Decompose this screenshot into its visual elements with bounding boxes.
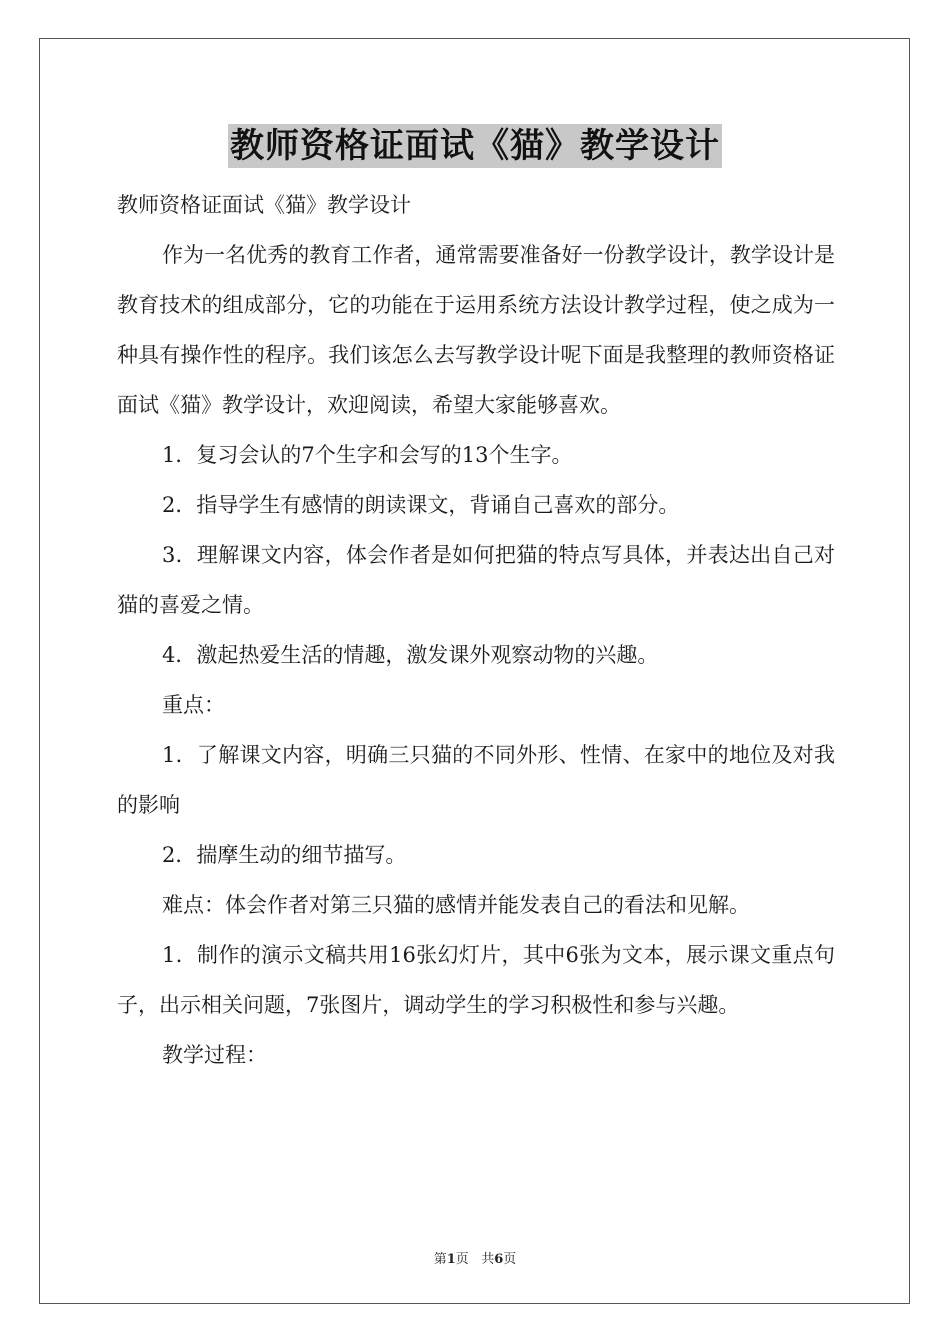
footer-total-suffix: 页 <box>503 1252 517 1267</box>
footer-page-suffix: 页 <box>455 1252 469 1267</box>
footer-page-prefix: 第 <box>433 1252 447 1267</box>
paragraph-difficulty: 难点：体会作者对第三只猫的感情并能发表自己的看法和见解。 <box>162 893 750 917</box>
paragraph-goal-1: 1．复习会认的7个生字和会写的13个生字。 <box>162 443 573 467</box>
paragraph-key-points-heading: 重点： <box>162 693 225 717</box>
paragraph-process-heading: 教学过程： <box>162 1043 267 1067</box>
paragraph-preparation: 1．制作的演示文稿共用16张幻灯片，其中6张为文本，展示课文重点句子，出示相关问题，7张图片，调动学生的学习积极性和参与兴趣。 <box>117 943 835 1017</box>
paragraph-goal-2: 2．指导学生有感情的朗读课文，背诵自己喜欢的部分。 <box>162 493 680 517</box>
paragraph-intro: 作为一名优秀的教育工作者，通常需要准备好一份教学设计，教学设计是教育技术的组成部分，它的功能在于运用系统方法设计教学过程，使之成为一种具有操作性的程序。我们该怎么去写教学设计呢下面是我整理的教师资格证面试《猫》教学设计，欢迎阅读，希望大家能够喜欢。 <box>117 243 835 417</box>
footer-page-number: 1 <box>446 1252 456 1267</box>
paragraph-goal-3: 3．理解课文内容，体会作者是如何把猫的特点写具体，并表达出自己对猫的喜爱之情。 <box>117 543 835 617</box>
page-footer <box>0 1248 950 1267</box>
paragraph-key-point-1: 1．了解课文内容，明确三只猫的不同外形、性情、在家中的地位及对我的影响 <box>117 743 835 817</box>
footer-total-pages: 6 <box>494 1252 504 1267</box>
footer-total-prefix: 共 <box>481 1252 495 1267</box>
paragraph-subtitle: 教师资格证面试《猫》教学设计 <box>117 193 411 217</box>
paragraph-key-point-2: 2．揣摩生动的细节描写。 <box>162 843 407 867</box>
document-title <box>0 124 950 168</box>
document-title-text: 教师资格证面试《猫》教学设计 <box>230 126 720 166</box>
paragraph-goal-4: 4．激起热爱生活的情趣，激发课外观察动物的兴趣。 <box>162 643 659 667</box>
document-body <box>117 180 835 1080</box>
